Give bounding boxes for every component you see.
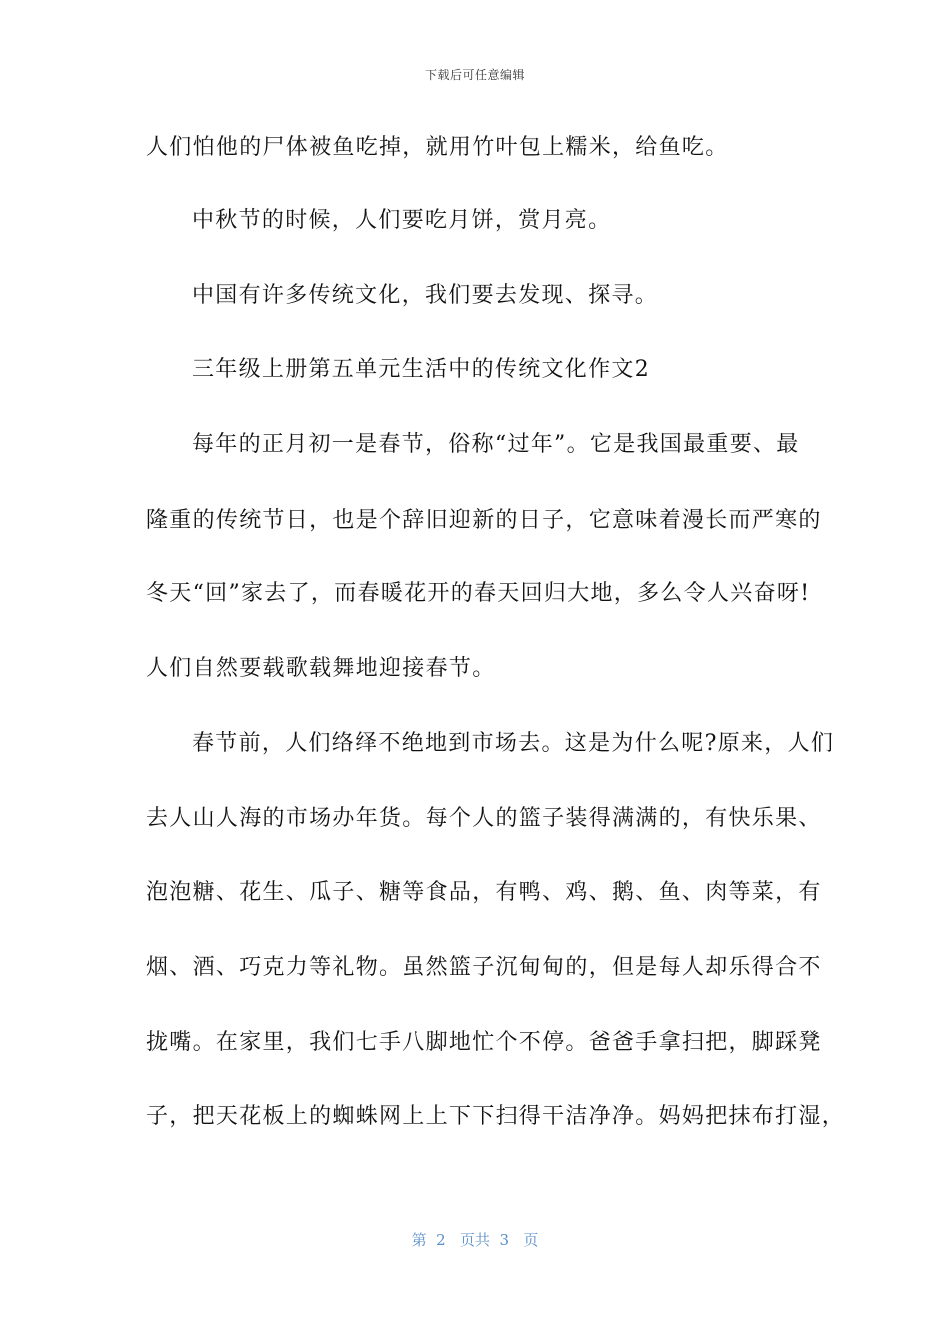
text-line: 去人山人海的市场办年货。每个人的篮子装得满满的，有快乐果、 (146, 806, 822, 831)
text-line: 人们怕他的尸体被鱼吃掉，就用竹叶包上糯米，给鱼吃。 (146, 135, 729, 160)
text-line: 烟、酒、巧克力等礼物。虽然篮子沉甸甸的，但是每人却乐得合不 (146, 955, 822, 980)
text-line: 人们自然要载歌载舞地迎接春节。 (146, 656, 496, 681)
text-line: 冬天“回”家去了，而春暖花开的春天回归大地，多么令人兴奋呀! (146, 581, 811, 606)
page-header: 下载后可任意编辑 (424, 68, 525, 82)
paragraph-line: 每年的正月初一是春节，俗称“过年”。它是我国最重要、最 (192, 432, 800, 457)
paragraph-line: 中秋节的时候，人们要吃月饼，赏月亮。 (192, 208, 612, 233)
text-line: 拢嘴。在家里，我们七手八脚地忙个不停。爸爸手拿扫把，脚踩凳 (146, 1030, 822, 1055)
paragraph-line: 春节前，人们络绎不绝地到市场去。这是为什么呢?原来，人们 (192, 731, 835, 756)
essay-title: 三年级上册第五单元生活中的传统文化作文2 (192, 357, 650, 382)
text-line: 泡泡糖、花生、瓜子、糖等食品，有鸭、鸡、鹅、鱼、肉等菜，有 (146, 880, 822, 905)
page-footer: 第 2 页共 3 页 (411, 1231, 539, 1249)
paragraph-line: 中国有许多传统文化，我们要去发现、探寻。 (192, 283, 659, 308)
text-line: 子，把天花板上的蜘蛛网上上下下扫得干洁净净。妈妈把抹布打湿， (146, 1104, 846, 1129)
text-line: 隆重的传统节日，也是个辞旧迎新的日子，它意味着漫长而严寒的 (146, 508, 822, 533)
